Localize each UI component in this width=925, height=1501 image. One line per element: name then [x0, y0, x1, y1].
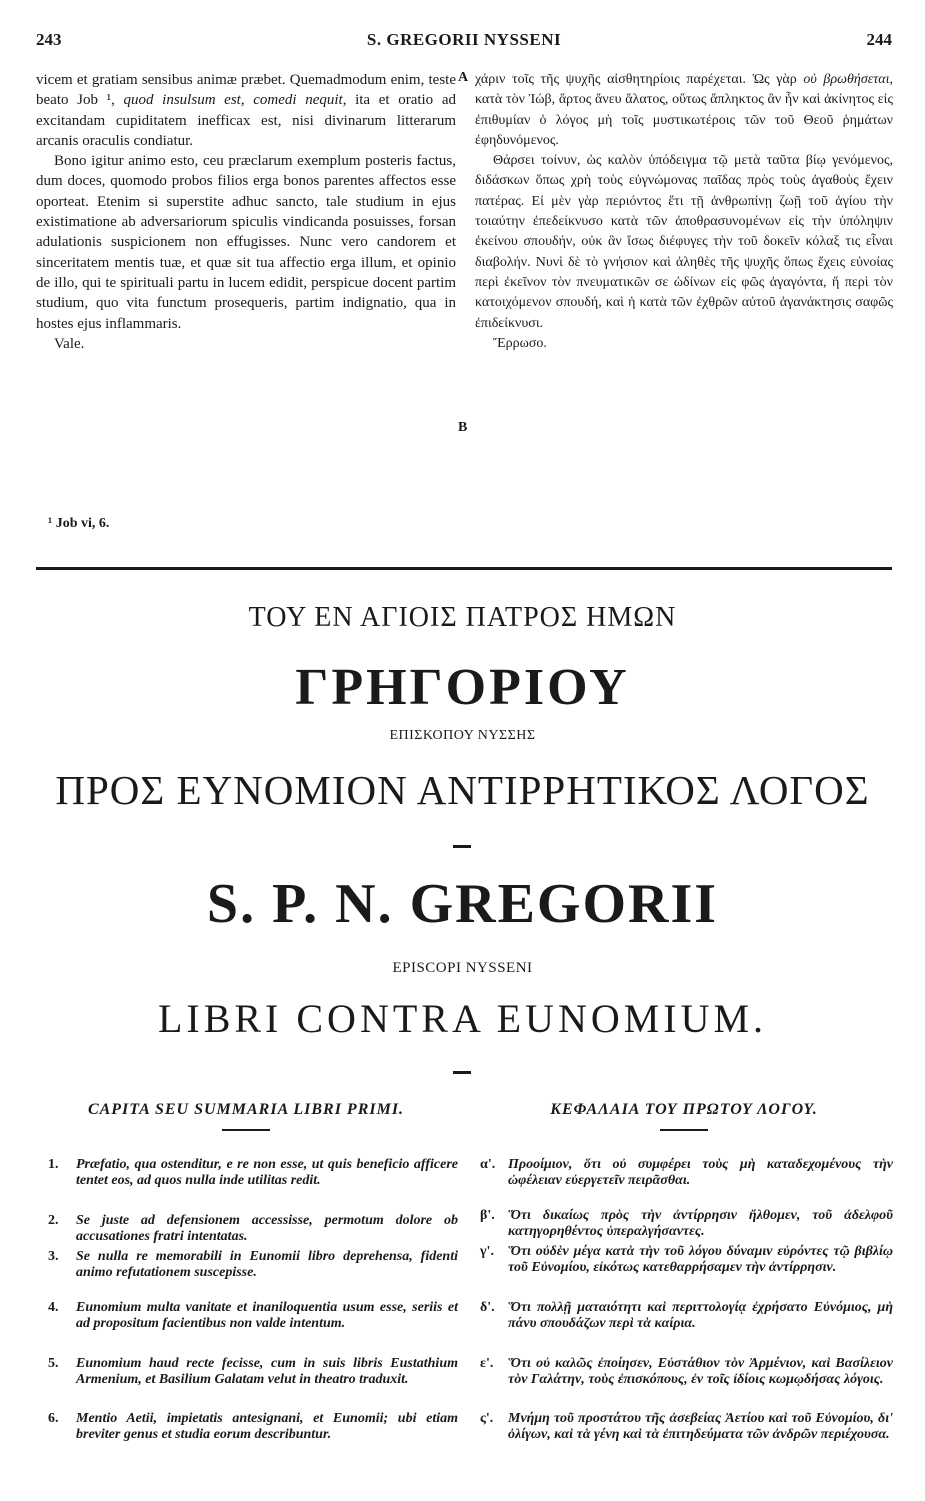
- capita-heading-latin: CAPITA SEU SUMMARIA LIBRI PRIMI.: [87, 1101, 405, 1118]
- greek-work-title: ΠΡΟΣ ΕΥΝΟΜΙΟΝ ΑΝΤΙΡΡΗΤΙΚΟΣ ΛΟΓΟΣ: [55, 767, 870, 813]
- greek-column: [475, 70, 893, 354]
- latin-column: [36, 70, 456, 354]
- list-item: 1. Præfatio, qua ostenditur, e re non esse, ut quis beneficio afficere tentet eos, ad quos nulla inde utilitas redit.: [48, 1157, 458, 1188]
- latin-paragraph-1: vicem et gratiam sensibus animæ præbet. Quemadmodum enim, teste beato Job ¹, quod insulsum est, comedi nequit, ita et oratio ad excitandam cupiditatem inefficax est, nisi divinarum litterarum arcanis oraculis condiatur.: [36, 72, 456, 149]
- latin-author-name: S. P. N. GREGORII: [206, 873, 719, 935]
- margin-letter-b: B: [458, 420, 468, 435]
- list-item: α'. Προοίμιον, ὅτι οὐ συμφέρει τοὺς μὴ καταδεχομένους τὴν ὠφέλειαν εὐεργετεῖν πειρᾶσθαι.: [480, 1157, 893, 1188]
- list-item: 2. Se juste ad defensionem accessisse, permotum dolore ob accusationes fratri intentatas.: [48, 1213, 458, 1244]
- list-item: 4. Eunomium multa vanitate et inaniloquentia usum esse, seriis et ad propositum facientibus non valde intentum.: [48, 1300, 458, 1331]
- list-item: ε'. Ὅτι οὐ καλῶς ἐποίησεν, Εὐστάθιον τὸν Ἀρμένιον, καὶ Βασίλειον τὸν Γαλάτην, τοὺς ἐπισκόπους, ἐν τοῖς ἰδίοις κωμῳδήσας λόγοις.: [480, 1356, 893, 1387]
- list-item: γ'. Ὅτι οὐδὲν μέγα κατὰ τὴν τοῦ λόγου δύναμιν εὑρόντες τῷ βιβλίῳ τοῦ Εὐνομίου, εἰκότως κατεθαρρήσαμεν τὴν ἀντίρρησιν.: [480, 1244, 893, 1275]
- list-item: β'. Ὅτι δικαίως πρὸς τὴν ἀντίρρησιν ἤλθομεν, τοῦ ἀδελφοῦ κατηγορηθέντος ὑπεραλγήσαντες.: [480, 1208, 893, 1239]
- latin-work-title: LIBRI CONTRA EUNOMIUM.: [157, 996, 768, 1041]
- latin-paragraph-2: Bono igitur animo esto, ceu præclarum exemplum posteris factus, dum doces, quomodo probos filios erga bonos parentes affectos esse oporteat. Etenim si superstite adhuc sancto, tale studium in ejus existimatione ab adversariorum spiculis vindicanda posuisses, forsan adulationis suspicionem non effugisses. Nunc vero candorem et sinceritatem mentis tuæ, et quæ sit tua affectio erga illum, et opinio de illo, qui te spirituali partu in lucem edidit, perspicue docent partim studium, quo vita functum prosequeris, partim indignatio, qua in hostes ejus inflammaris.: [36, 153, 456, 332]
- title-dash-1: [453, 845, 471, 848]
- capita-rule-greek: [660, 1129, 708, 1131]
- capita-rule-latin: [222, 1129, 270, 1131]
- greek-paragraph-2: Θάρσει τοίνυν, ὡς καλὸν ὑπόδειγμα τῷ μετὰ ταῦτα βίῳ γενόμενος, διδάσκων ὅπως χρὴ τοὺς εὐγνώμονας παῖδας πρὸς τοὺς ἀγαθοὺς ἔχειν πατέρας. Εἰ μὲν γὰρ περιόντος ἔτι τῇ ἀνθρωπίνῃ ζωῇ τοῦ ἁγίου τὴν τοιαύτην ἐπεδείκνυσο κατὰ τῶν ἀποθρασυνομένων εἰς τὴν ὑπόληψιν ἐκείνου σπουδήν, οὐκ ἂν ἴσως διέφυγες τὴν τοῦ δοκεῖν κόλαξ τις εἶναι διαβολήν. Νυνὶ δὲ τὸ γνήσιον καὶ ἀληθὲς τῆς ψυχῆς ὅπως ἔχεις εὐνοίας περὶ ἐκεῖνον τὸν πνευματικῶν σε ὠδίνων εἰς φῶς ἀγαγόντα, ἥ περὶ τὸν κατοιχόμενον σπουδή, καὶ ἡ κατὰ τῶν ἐχθρῶν αὐτοῦ ἀγανάκτησις σαφῶς ἐπιδείκνυσι.: [475, 153, 893, 331]
- latin-vale: Vale.: [54, 335, 85, 352]
- latin-quote: quod insulsum est, comedi nequit: [123, 92, 343, 109]
- footnote: ¹ Job vi, 6.: [48, 516, 110, 531]
- footnote-marker: ¹: [106, 92, 112, 109]
- list-item: ς'. Μνήμη τοῦ προστάτου τῆς ἀσεβείας Ἀετίου καὶ τοῦ Εὐνομίου, δι' ὀλίγων, καὶ τὰ γένη καὶ τὰ ἐπιτηδεύματα τῶν ἀνδρῶν περιέχουσα.: [480, 1411, 893, 1442]
- page-number-left: 243: [36, 30, 62, 49]
- capita-heading-greek: ΚΕΦΑΛΑΙΑ ΤΟΥ ΠΡΩΤΟΥ ΛΟΓΟΥ.: [550, 1101, 818, 1118]
- list-item: 3. Se nulla re memorabili in Eunomii libro deprehensa, fidenti animo refutationem suscepisse.: [48, 1249, 458, 1280]
- list-item: 5. Eunomium haud recte fecisse, cum in suis libris Eustathium Armenium, et Basilium Galatam velut in theatro traduxit.: [48, 1356, 458, 1387]
- section-divider: [36, 567, 892, 570]
- greek-quote: οὐ βρωθήσεται: [803, 72, 890, 87]
- greek-author-name: ΓΡΗΓΟΡΙΟΥ: [295, 659, 630, 716]
- greek-vale: Ἔρρωσο.: [493, 335, 547, 351]
- title-dash-2: [453, 1071, 471, 1074]
- latin-author-subtitle: EPISCOPI NYSSENI: [392, 960, 533, 976]
- running-title: S. GREGORII NYSSENI: [366, 30, 562, 49]
- page-header: [36, 30, 892, 52]
- greek-author-subtitle: ΕΠΙΣΚΟΠΟΥ ΝΥΣΣΗΣ: [389, 728, 536, 743]
- page-number-right: 244: [866, 30, 892, 49]
- list-item: δ'. Ὅτι πολλῇ ματαιότητι καὶ περιττολογίᾳ ἐχρήσατο Εὐνόμιος, μὴ πάνυ σπουδάζων περὶ τὰ καίρια.: [480, 1300, 893, 1331]
- greek-paragraph-1: χάριν τοῖς τῆς ψυχῆς αἰσθητηρίοις παρέχεται. Ὡς γὰρ οὐ βρωθήσεται, κατὰ τὸν Ἰώβ, ἄρτος ἄνευ ἅλατος, οὕτως ἄπληκτος ἂν ἦν καὶ ἀκίνητος εἰς ἐπιθυμίαν ὁ λόγος μὴ τοῖς μυστικωτέροις τῶν τοῦ Θεοῦ ῥημάτων ἐφηδυνόμενος.: [475, 72, 893, 148]
- list-item: 6. Mentio Aetii, impietatis antesignani, et Eunomii; ubi etiam breviter genus et studia eorum describuntur.: [48, 1411, 458, 1442]
- margin-letter-a: A: [458, 70, 469, 85]
- greek-heading-line-1: ΤΟΥ ΕΝ ΑΓΙΟΙΣ ΠΑΤΡΟΣ ΗΜΩΝ: [248, 602, 677, 633]
